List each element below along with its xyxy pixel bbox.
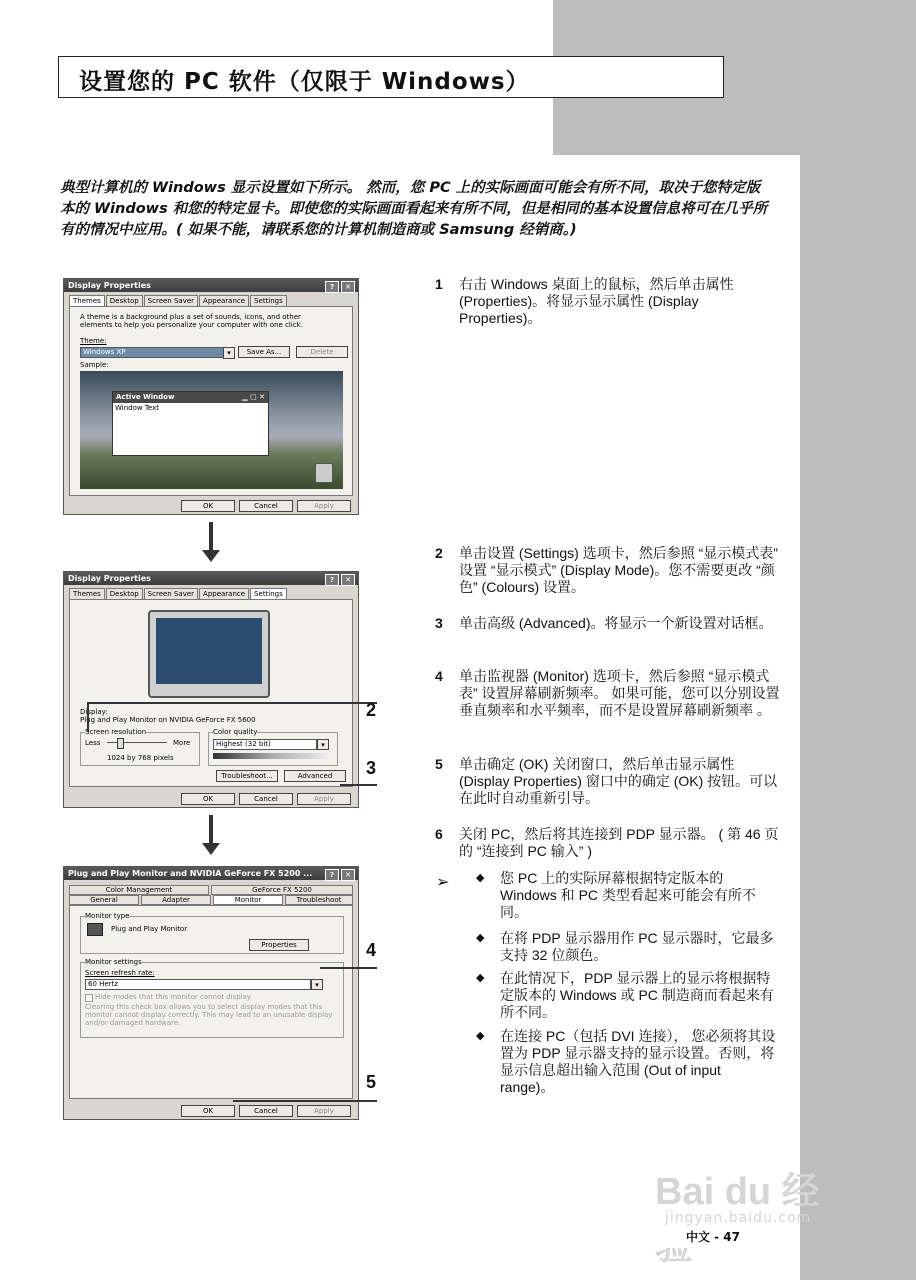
monitor-panel — [69, 905, 353, 1099]
themes-description: A theme is a background plus a set of sounds, icons, and other elements to help you personalize your computer with one click. — [80, 313, 303, 329]
monitor-preview — [148, 610, 270, 698]
color-bar — [213, 753, 329, 759]
note-4 — [476, 1028, 776, 1096]
titlebar — [64, 279, 358, 292]
step-6 — [435, 826, 780, 860]
help-icon[interactable]: ? — [325, 281, 339, 293]
monitor-settings-label: Monitor settings — [85, 958, 142, 966]
tab-settings[interactable]: Settings — [250, 295, 287, 306]
step-3 — [435, 615, 780, 632]
settings-panel — [69, 599, 353, 787]
screen-resolution-group — [80, 728, 200, 766]
step-number: 4 — [435, 668, 443, 684]
diamond-bullet-icon: ◆ — [476, 972, 485, 984]
more-label: More — [173, 739, 191, 747]
watermark-logo: Bai du 经 — [655, 1171, 820, 1213]
callout-3: 3 — [366, 758, 377, 778]
cancel-button[interactable]: Cancel — [239, 1105, 293, 1117]
window-title: Display Properties — [68, 281, 151, 290]
window-title: Plug and Play Monitor and NVIDIA GeForce FX 5200 ... — [68, 869, 313, 878]
resolution-slider-track[interactable] — [107, 742, 167, 743]
ok-button[interactable]: OK — [181, 793, 235, 805]
tab-row-2 — [69, 895, 353, 904]
tab-troubleshoot[interactable]: Troubleshoot — [285, 895, 353, 905]
display-value: Plug and Play Monitor on NVIDIA GeForce FX 5600 — [80, 716, 256, 724]
troubleshoot-button[interactable]: Troubleshoot... — [216, 770, 278, 782]
step-number: 6 — [435, 826, 443, 842]
monitor-name: Plug and Play Monitor — [111, 925, 188, 933]
monitor-icon — [87, 923, 103, 936]
apply-button[interactable]: Apply — [297, 500, 351, 512]
cancel-button[interactable]: Cancel — [239, 793, 293, 805]
properties-button[interactable]: Properties — [249, 939, 309, 951]
diamond-bullet-icon: ◆ — [476, 932, 485, 944]
diamond-bullet-icon: ◆ — [476, 1030, 485, 1042]
tab-general[interactable]: General — [69, 895, 139, 905]
step-number: 5 — [435, 756, 443, 772]
window-title: Display Properties — [68, 574, 151, 583]
chevron-down-icon[interactable]: ▾ — [311, 979, 323, 990]
hide-modes-label: Hide modes that this monitor cannot display — [95, 993, 252, 1001]
step-1 — [435, 276, 780, 327]
tab-settings[interactable]: Settings — [250, 588, 287, 599]
tab-geforce[interactable]: GeForce FX 5200 — [211, 885, 353, 895]
tab-appearance[interactable]: Appearance — [199, 295, 249, 306]
note-2 — [476, 930, 776, 964]
sample-label: Sample: — [80, 361, 109, 369]
tab-screen-saver[interactable]: Screen Saver — [144, 588, 198, 599]
step-text: 单击高级 (Advanced)。将显示一个新设置对话框。 — [459, 615, 773, 631]
screenshot-display-properties-themes — [63, 278, 359, 515]
tab-themes[interactable]: Themes — [69, 588, 105, 599]
monitor-type-label: Monitor type — [85, 912, 130, 920]
ok-button[interactable]: OK — [181, 500, 235, 512]
color-quality-group — [208, 728, 338, 766]
tab-desktop[interactable]: Desktop — [106, 295, 143, 306]
close-icon[interactable]: ✕ — [341, 281, 355, 293]
display-label: Display: — [80, 708, 108, 716]
step-number: 1 — [435, 276, 443, 292]
tab-monitor[interactable]: Monitor — [213, 895, 283, 905]
color-quality-select[interactable]: Highest (32 bit) — [213, 739, 317, 750]
step-text: 右击 Windows 桌面上的鼠标，然后单击属性 (Properties)。将显示显示属性 (Display Properties)。 — [459, 276, 734, 326]
advanced-button[interactable]: Advanced — [284, 770, 346, 782]
note-text: 在连接 PC（包括 DVI 连接）， 您必须将其设置为 PDP 显示器支持的显示设置。否则，将显示信息超出输入范围 (Out of input range)。 — [500, 1028, 776, 1095]
close-icon[interactable]: ✕ — [341, 574, 355, 586]
tab-desktop[interactable]: Desktop — [106, 588, 143, 599]
step-4 — [435, 668, 780, 719]
tab-row-1 — [69, 885, 353, 894]
close-icon[interactable]: ✕ — [341, 869, 355, 881]
step-number: 2 — [435, 545, 443, 561]
window-controls-icon: ▁ ▢ ✕ — [242, 393, 265, 401]
step-text: 单击确定 (OK) 关闭窗口，然后单击显示属性 (Display Properties) 窗口中的确定 (OK) 按钮。可以在此时自动重新引导。 — [459, 756, 778, 806]
tab-screen-saver[interactable]: Screen Saver — [144, 295, 198, 306]
refresh-rate-select[interactable]: 60 Hertz — [85, 979, 311, 990]
resolution-value: 1024 by 768 pixels — [107, 754, 174, 762]
window-text: Window Text — [115, 404, 159, 412]
callout-line-3 — [340, 784, 377, 786]
watermark-url: jingyan.baidu.com — [665, 1210, 812, 1226]
refresh-rate-label: Screen refresh rate: — [85, 969, 155, 977]
theme-select[interactable]: Windows XP — [80, 347, 224, 358]
less-label: Less — [85, 739, 101, 747]
intro-text: 典型计算机的 Windows 显示设置如下所示。 然而，您 PC 上的实际画面可能会有所不同，取决于您特定版本的 Windows 和您的特定显卡。即使您的实际画面看起来有所不同，但是相同的基本设置信息将可在几乎所有的情况中应用。( 如果不能，请联系您的计算机制造商或 Samsung 经销商。) — [60, 180, 768, 238]
step-number: 3 — [435, 615, 443, 631]
sample-preview — [80, 371, 343, 489]
save-as-button[interactable]: Save As... — [238, 346, 290, 358]
intro-paragraph — [60, 178, 772, 241]
down-arrow-1 — [209, 522, 213, 552]
resolution-slider-thumb[interactable] — [117, 738, 124, 749]
title-box — [58, 56, 724, 98]
step-5 — [435, 756, 780, 807]
hide-modes-checkbox[interactable] — [85, 994, 93, 1002]
note-3 — [476, 970, 776, 1021]
step-text: 单击监视器 (Monitor) 选项卡，然后参照 “显示模式表” 设置屏幕刷新频率。 如果可能，您可以分别设置垂直频率和水平频率，而不是设置屏幕刷新频率 。 — [459, 668, 780, 718]
callout-4: 4 — [366, 940, 377, 960]
monitor-type-group — [80, 912, 344, 954]
note-arrow-icon: ➢ — [436, 872, 450, 891]
ok-button[interactable]: OK — [181, 1105, 235, 1117]
tab-appearance[interactable]: Appearance — [199, 588, 249, 599]
tab-adapter[interactable]: Adapter — [141, 895, 211, 905]
chevron-down-icon[interactable]: ▾ — [223, 347, 235, 359]
active-window-preview — [112, 391, 269, 456]
titlebar — [64, 867, 358, 880]
gray-band-side — [800, 155, 916, 1280]
callout-line-5 — [233, 1100, 377, 1102]
note-text: 您 PC 上的实际屏幕根据特定版本的 Windows 和 PC 类型看起来可能会有所不同。 — [500, 870, 756, 920]
delete-button[interactable]: Delete — [296, 346, 348, 358]
diamond-bullet-icon: ◆ — [476, 872, 485, 884]
tab-bar — [69, 295, 288, 306]
screen-resolution-label: Screen resolution — [85, 728, 147, 736]
monitor-screen — [156, 618, 262, 684]
theme-label: Theme: — [80, 337, 107, 345]
help-icon[interactable]: ? — [325, 574, 339, 586]
titlebar — [64, 572, 358, 585]
callout-5: 5 — [366, 1072, 377, 1092]
monitor-settings-group — [80, 958, 344, 1038]
step-text: 关闭 PC，然后将其连接到 PDP 显示器。 ( 第 46 页的 “连接到 PC 输入” ) — [459, 826, 779, 859]
hide-modes-description: Clearing this check box allows you to select display modes that this monitor cannot display correctly. This may lead to an unusable display and/or damaged hardware. — [85, 1003, 333, 1027]
apply-button[interactable]: Apply — [297, 1105, 351, 1117]
down-arrow-2 — [209, 815, 213, 845]
color-quality-label: Color quality — [213, 728, 258, 736]
note-text: 在将 PDP 显示器用作 PC 显示器时，它最多支持 32 位颜色。 — [500, 930, 774, 963]
apply-button[interactable]: Apply — [297, 793, 351, 805]
themes-panel — [69, 306, 353, 496]
callout-frame-2 — [87, 702, 377, 732]
screenshot-display-properties-settings — [63, 571, 359, 808]
page-title: 设置您的 PC 软件（仅限于 Windows） — [79, 69, 530, 95]
note-text: 在此情况下，PDP 显示器上的显示将根据特定版本的 Windows 或 PC 制造商而看起来有所不同。 — [500, 970, 774, 1020]
help-icon[interactable]: ? — [325, 869, 339, 881]
chevron-down-icon[interactable]: ▾ — [317, 739, 329, 750]
recycle-bin-icon — [315, 463, 333, 483]
cancel-button[interactable]: Cancel — [239, 500, 293, 512]
tab-bar — [69, 588, 288, 599]
active-window-title: Active Window — [116, 393, 175, 401]
step-text: 单击设置 (Settings) 选项卡，然后参照 “显示模式表” 设置 “显示模式” (Display Mode)。您不需要更改 “颜色” (Colours) 设置。 — [459, 545, 778, 595]
callout-2: 2 — [366, 700, 377, 720]
step-2 — [435, 545, 780, 596]
page-number: 中文 - 47 — [622, 1226, 780, 1248]
note-1 — [476, 870, 776, 921]
tab-color-management[interactable]: Color Management — [69, 885, 209, 895]
tab-themes[interactable]: Themes — [69, 295, 105, 306]
callout-line-4 — [320, 967, 377, 969]
baidu-watermark — [655, 1140, 855, 1230]
screenshot-monitor-properties — [63, 866, 359, 1120]
